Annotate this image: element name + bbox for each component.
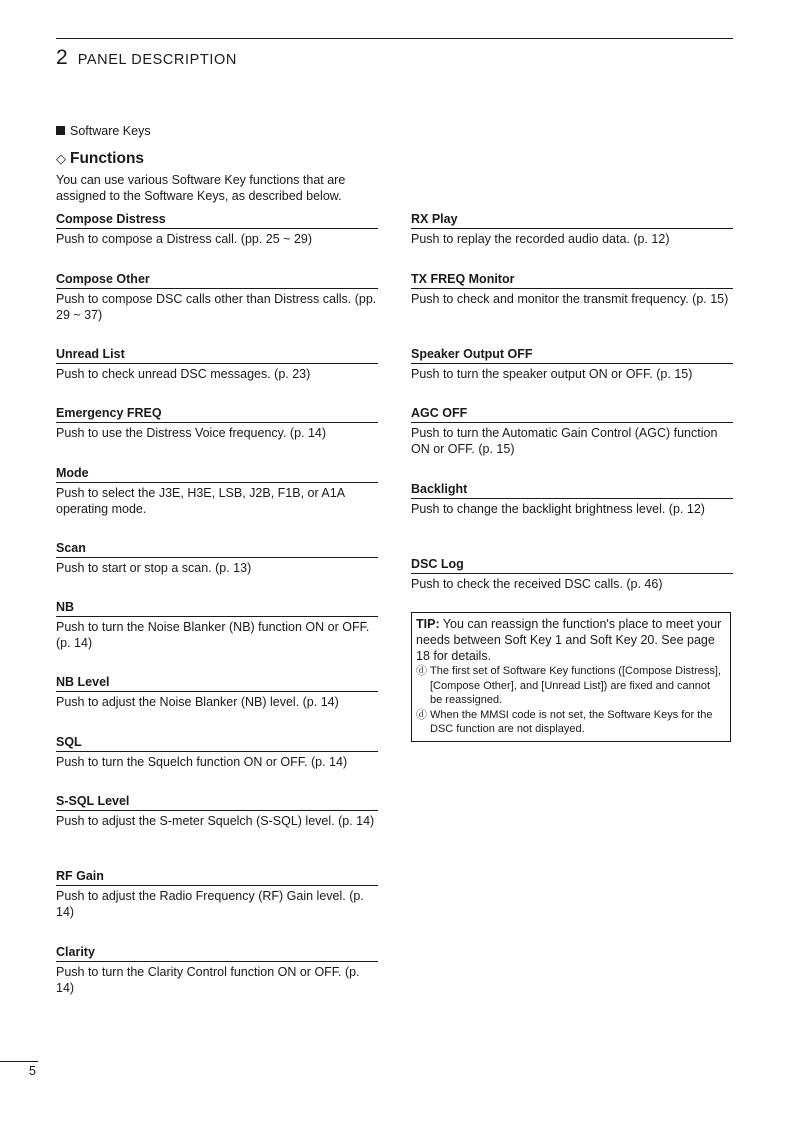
function-name: RX Play xyxy=(411,212,733,229)
intro-paragraph: You can use various Software Key functions that are assigned to the Software Keys, as described below. xyxy=(56,173,346,203)
tip-label: TIP: xyxy=(416,617,440,631)
list-item xyxy=(411,272,733,307)
function-name: Unread List xyxy=(56,347,378,364)
chapter-title: PANEL DESCRIPTION xyxy=(77,52,237,68)
list-item xyxy=(411,347,733,382)
function-name: Compose Distress xyxy=(56,212,378,229)
list-item xyxy=(56,541,378,576)
note-icon: ⓓ xyxy=(416,665,427,677)
list-item xyxy=(56,675,378,710)
function-description: Push to turn the speaker output ON or OFF. (p. 15) xyxy=(411,367,693,381)
function-description: Push to use the Distress Voice frequency. (p. 14) xyxy=(56,426,327,440)
list-item xyxy=(56,600,378,651)
tip-text xyxy=(416,616,725,664)
function-description: Push to adjust the S-meter Squelch (S-SQL) level. (p. 14) xyxy=(56,814,375,828)
tip-note-text: The first set of Software Key functions ([Compose Distress], [Compose Other], and [Unread List]) are fixed and cannot be reassigned. xyxy=(430,665,721,706)
function-description: Push to select the J3E, H3E, LSB, J2B, F1B, or A1A operating mode. xyxy=(56,486,345,516)
list-item xyxy=(56,272,378,323)
list-item xyxy=(56,869,378,920)
function-name: Scan xyxy=(56,541,378,558)
function-name: Speaker Output OFF xyxy=(411,347,733,364)
bottom-rule xyxy=(0,1061,38,1062)
list-item xyxy=(56,347,378,382)
section-heading-text: Software Keys xyxy=(70,124,151,138)
page-number: 5 xyxy=(29,1064,36,1078)
note-icon: ⓓ xyxy=(416,708,427,721)
function-name: Mode xyxy=(56,466,378,483)
list-item xyxy=(56,735,378,770)
function-name: TX FREQ Monitor xyxy=(411,272,733,289)
function-name: NB xyxy=(56,600,378,617)
function-description: Push to check and monitor the transmit frequency. (p. 15) xyxy=(411,292,729,306)
function-name: NB Level xyxy=(56,675,378,692)
tip-body: You can reassign the function's place to meet your needs between Soft Key 1 and Soft Key 20. See page 18 for details. xyxy=(416,617,722,663)
list-item xyxy=(56,212,378,247)
function-description: Push to turn the Squelch function ON or OFF. (p. 14) xyxy=(56,755,348,769)
function-name: Clarity xyxy=(56,945,378,962)
function-description: Push to adjust the Radio Frequency (RF) Gain level. (p. 14) xyxy=(56,889,364,919)
list-item xyxy=(56,466,378,517)
function-description: Push to replay the recorded audio data. (p. 12) xyxy=(411,232,670,246)
chapter-header xyxy=(56,46,237,70)
list-item xyxy=(411,212,733,247)
function-description: Push to compose a Distress call. (pp. 25 ~ 29) xyxy=(56,232,313,246)
function-name: Emergency FREQ xyxy=(56,406,378,423)
section-heading xyxy=(56,124,151,138)
tip-note-text: When the MMSI code is not set, the Software Keys for the DSC function are not displayed. xyxy=(430,708,713,735)
function-name: AGC OFF xyxy=(411,406,733,423)
list-item xyxy=(411,557,733,592)
function-description: Push to turn the Clarity Control function ON or OFF. (p. 14) xyxy=(56,965,360,995)
list-item xyxy=(56,945,378,996)
function-description: Push to check the received DSC calls. (p. 46) xyxy=(411,577,663,591)
function-description: Push to change the backlight brightness level. (p. 12) xyxy=(411,502,705,516)
function-name: DSC Log xyxy=(411,557,733,574)
tip-box xyxy=(411,612,731,742)
list-item xyxy=(411,406,733,457)
diamond-icon: ◇ xyxy=(56,151,66,166)
function-description: Push to adjust the Noise Blanker (NB) level. (p. 14) xyxy=(56,695,339,709)
function-name: RF Gain xyxy=(56,869,378,886)
chapter-number: 2 xyxy=(56,46,68,69)
function-description: Push to check unread DSC messages. (p. 23) xyxy=(56,367,311,381)
function-name: Backlight xyxy=(411,482,733,499)
square-bullet-icon xyxy=(56,126,65,135)
function-name: SQL xyxy=(56,735,378,752)
list-item xyxy=(56,406,378,441)
function-description: Push to turn the Automatic Gain Control (AGC) function ON or OFF. (p. 15) xyxy=(411,426,718,456)
list-item xyxy=(56,794,378,829)
function-description: Push to start or stop a scan. (p. 13) xyxy=(56,561,252,575)
function-description: Push to compose DSC calls other than Distress calls. (pp. 29 ~ 37) xyxy=(56,292,377,322)
tip-note xyxy=(416,664,725,708)
list-item xyxy=(411,482,733,517)
function-description: Push to turn the Noise Blanker (NB) function ON or OFF. (p. 14) xyxy=(56,620,370,650)
functions-heading-text: Functions xyxy=(70,150,145,167)
functions-heading xyxy=(56,150,144,168)
function-name: S-SQL Level xyxy=(56,794,378,811)
function-name: Compose Other xyxy=(56,272,378,289)
tip-note xyxy=(416,708,725,737)
top-rule xyxy=(56,38,733,39)
